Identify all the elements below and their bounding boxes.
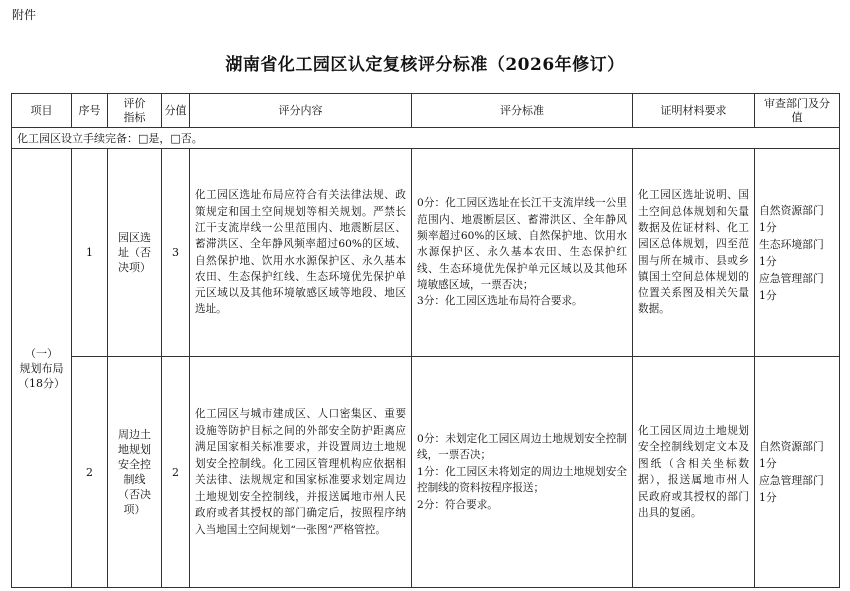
- table-header-row: [12, 94, 840, 128]
- row-criteria: [412, 149, 633, 357]
- header-dept: 审查部门及分值: [755, 94, 840, 128]
- row-materials: 化工园区周边土地规划安全控制线划定文本及图纸（含相关坐标数据），报送属地市州人民政府或其授权的部门出具的复函。: [633, 357, 755, 588]
- row-criteria: [412, 357, 633, 588]
- category-cell: [12, 149, 72, 588]
- dept-score: 1分: [759, 288, 777, 302]
- category-line3: （18分）: [18, 376, 65, 390]
- table-row: [12, 149, 840, 357]
- dept-score: 1分: [759, 254, 777, 268]
- table-row: [12, 357, 840, 588]
- header-indicator: 评价指标: [108, 94, 162, 128]
- header-criteria: 评分标准: [412, 94, 633, 128]
- row-indicator: 园区选址（否决项）: [108, 149, 162, 357]
- criteria-item: 2分：符合要求。: [417, 498, 498, 511]
- dept-name: 生态环境部门: [759, 237, 824, 251]
- criteria-item: 0分：化工园区选址在长江干支流岸线一公里范围内、地震断层区、蓄滞洪区、全年静风频率超过60%的区域、自然保护地、饮用水水源保护区、永久基本农田、生态保护红线、生态环境优先保护单元区域以及其他环境敏感区域，一票否决；: [417, 197, 627, 291]
- dept-name: 自然资源部门: [759, 203, 824, 217]
- attachment-label: 附件: [12, 8, 37, 22]
- row-seq: 2: [72, 357, 108, 588]
- header-seq: 序号: [72, 94, 108, 128]
- header-score: 分值: [162, 94, 190, 128]
- row-dept: [755, 357, 840, 588]
- row-indicator: 周边土地规划安全控制线（否决项）: [108, 357, 162, 588]
- header-content: 评分内容: [190, 94, 412, 128]
- scoring-table: [11, 93, 840, 588]
- row-score: 2: [162, 357, 190, 588]
- header-item: 项目: [12, 94, 72, 128]
- criteria-item: 0分：未划定化工园区周边土地规划安全控制线，一票否决；: [417, 432, 627, 462]
- row-content: 化工园区选址布局应符合有关法律法规、政策规定和国土空间规划等相关规划。严禁长江干支流岸线一公里范围内、地震断层区、蓄滞洪区、全年静风频率超过60%的区域、自然保护地、饮用水水源保护区、永久基本农田、生态保护红线、生态环境优先保护单元区域以及其他环境敏感区域等地段、地区选址。: [190, 149, 412, 357]
- header-materials: 证明材料要求: [633, 94, 755, 128]
- criteria-item: 3分：化工园区选址布局符合要求。: [417, 295, 583, 308]
- dept-name: 应急管理部门: [759, 271, 824, 285]
- category-line2: 规划布局: [19, 361, 64, 375]
- row-content: 化工园区与城市建成区、人口密集区、重要设施等防护目标之间的外部安全防护距离应满足国家相关标准要求，并设置周边土地规划安全控制线。化工园区管理机构应依据相关法律、法规规定和国家标准要求划定周边土地规划安全控制线，并报送属地市州人民政府或者其授权的部门确定后，按照程序纳入当地国土空间规划“一张图”严格管控。: [190, 357, 412, 588]
- row-seq: 1: [72, 149, 108, 357]
- page-title: 湖南省化工园区认定复核评分标准（2026年修订）: [225, 55, 625, 75]
- criteria-item: 1分：化工园区未将划定的周边土地规划安全控制线的资料按程序报送；: [417, 465, 627, 495]
- row-score: 3: [162, 149, 190, 357]
- notice-row: [12, 128, 840, 149]
- dept-name: 应急管理部门: [759, 474, 824, 487]
- notice-text: 化工园区设立手续完备：□是，□否。: [12, 128, 840, 149]
- dept-score: 1分: [759, 220, 777, 234]
- category-line1: （一）: [25, 346, 58, 360]
- dept-score: 1分: [759, 491, 777, 504]
- row-materials: 化工园区选址说明、国土空间总体规划和矢量数据及佐证材料、化工园区总体规划，四至范围与所在城市、县或乡镇国土空间总体规划的位置关系图及相关矢量数据。: [633, 149, 755, 357]
- dept-name: 自然资源部门: [759, 440, 824, 453]
- dept-score: 1分: [759, 457, 777, 470]
- row-dept: [755, 149, 840, 357]
